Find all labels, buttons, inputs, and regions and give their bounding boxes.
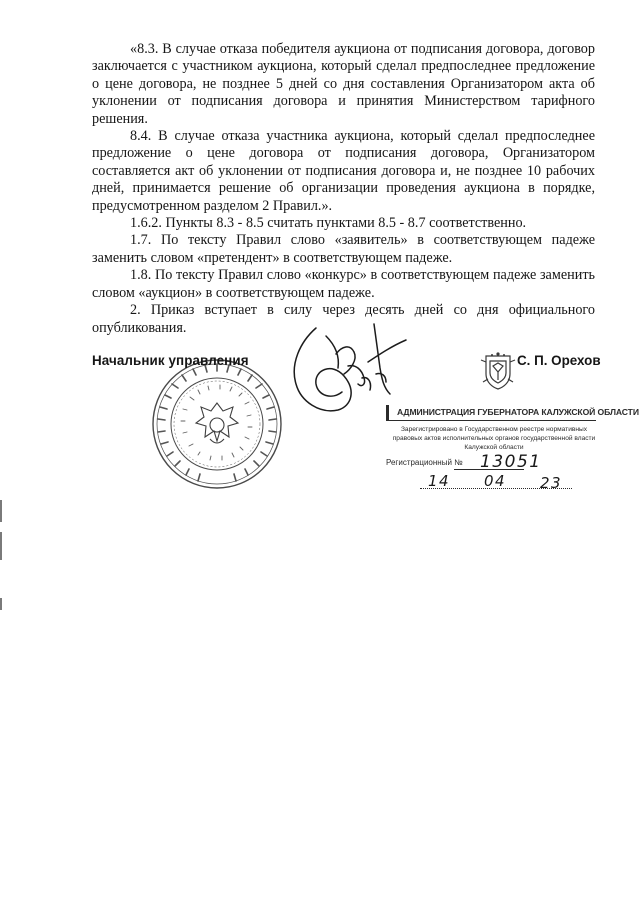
- stamp-header: АДМИНИСТРАЦИЯ ГУБЕРНАТОРА КАЛУЖСКОЙ ОБЛАСТИ: [386, 405, 596, 421]
- stamp-note-line: Зарегистрировано в Государственном реестре нормативных: [400, 426, 588, 433]
- registration-date-day: 14: [428, 472, 451, 490]
- registration-date-underline: [420, 488, 572, 489]
- registration-number: 13051: [480, 452, 542, 472]
- coat-of-arms-icon: [478, 352, 518, 392]
- scan-edge-mark: [0, 598, 2, 610]
- signatory-name: С. П. Орехов: [517, 353, 601, 368]
- stamp-note: [392, 425, 596, 452]
- registration-date-year: 23: [540, 474, 563, 492]
- paragraph-2: 2. Приказ вступает в силу через десять дней со дня официального опубликования.: [92, 302, 595, 336]
- handwritten-signature: [286, 318, 412, 416]
- scan-edge-mark: [0, 500, 2, 522]
- registration-date-month: 04: [484, 472, 507, 490]
- round-seal: [150, 357, 284, 491]
- registration-number-label: Регистрационный №: [386, 458, 463, 467]
- signatory-title: Начальник управления: [92, 353, 249, 368]
- paragraph-1-7: 1.7. По тексту Правил слово «заявитель» в соответствующем падеже заменить словом «претендент» в соответствующем падеже.: [92, 232, 595, 266]
- paragraph-1-8: 1.8. По тексту Правил слово «конкурс» в соответствующем падеже заменить словом «аукцион» в соответствующем падеже.: [92, 267, 595, 301]
- body-text: [92, 41, 595, 337]
- stamp-note-line: Калужской области: [464, 444, 524, 451]
- scan-edge-mark: [0, 532, 2, 560]
- paragraph-8-4: 8.4. В случае отказа участника аукциона, который сделал предпоследнее предложение о цене договора от подписания договора, Организатором составляется акт об уклонении от подписания договора и, не позднее 10 рабочих дней, принимается решение об организации проведения аукциона в порядке, предусмотренном разделом 2 Правил.».: [92, 128, 595, 214]
- stamp-note-line: правовых актов исполнительных органов государственной власти: [392, 435, 596, 442]
- paragraph-8-3: «8.3. В случае отказа победителя аукциона от подписания договора, договор заключается с участником аукциона, который сделал предпоследнее предложение о цене договора, не позднее 5 дней со дня составления Организатором акта об уклонении от подписания договора и принятия Министерством тарифного решения.: [92, 41, 595, 127]
- paragraph-1-6-2: 1.6.2. Пункты 8.3 - 8.5 считать пунктами 8.5 - 8.7 соответственно.: [130, 215, 527, 232]
